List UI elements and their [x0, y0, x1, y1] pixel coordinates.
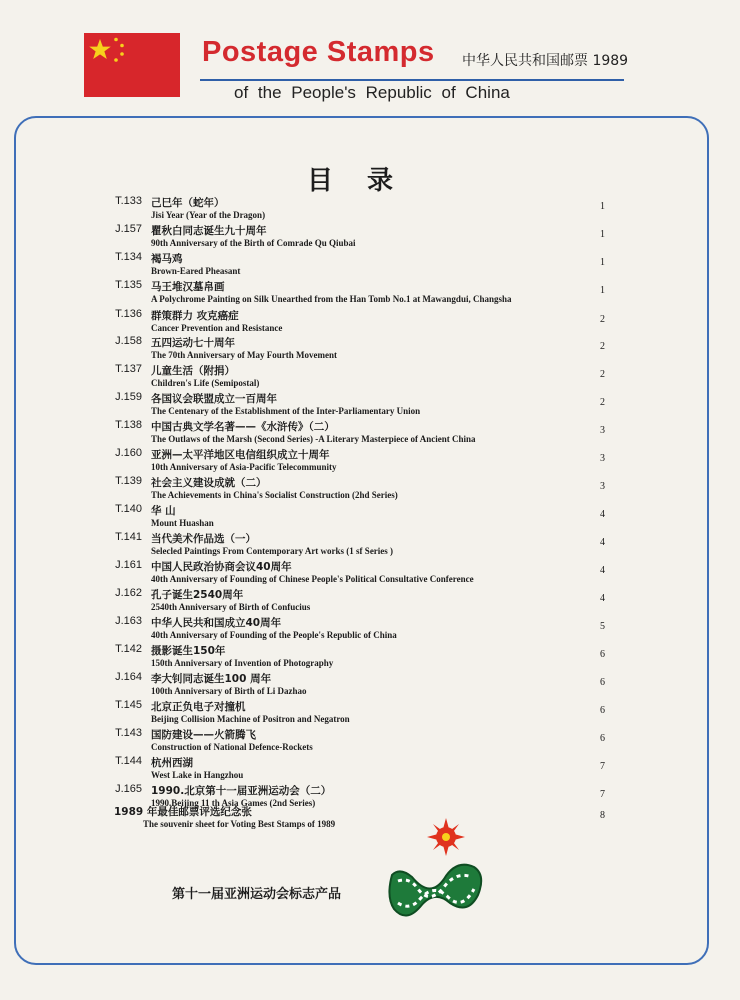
toc-entry-title-cn: 中国人民政治协商会议40周年 — [151, 561, 292, 573]
toc-entry-title-en: 100th Anniversary of Birth of Li Dazhao — [151, 686, 307, 696]
toc-entry-title-cn: 儿童生活（附捐） — [151, 365, 235, 377]
toc-entry-page: 2 — [600, 369, 605, 380]
toc-entry-title-en: Children's Life (Semipostal) — [151, 378, 260, 388]
toc-entry — [0, 251, 740, 279]
toc-entry-code: J.161 — [115, 559, 142, 571]
page-subtitle: of the People's Republic of China — [234, 83, 510, 102]
toc-entry-page: 2 — [600, 314, 605, 325]
toc-entry-code: J.160 — [115, 447, 142, 459]
page-title-chinese: 中华人民共和国邮票 1989 — [462, 53, 629, 69]
toc-entry-code: J.164 — [115, 671, 142, 683]
toc-entry-title-en: Construction of National Defence-Rockets — [151, 742, 313, 752]
toc-entry-title-cn: 杭州西湖 — [151, 757, 193, 769]
toc-entry-title-cn: 群策群力 攻克癌症 — [151, 310, 239, 322]
toc-entry-page: 7 — [600, 761, 605, 772]
toc-entry-code: T.142 — [115, 643, 142, 655]
toc-entry-page: 1 — [600, 257, 605, 268]
toc-entry-title-en: The Achievements in China's Socialist Construction (2hd Series) — [151, 490, 398, 500]
toc-entry-title-en: The souvenir sheet for Voting Best Stamps of 1989 — [143, 819, 336, 829]
toc-entry-page: 4 — [600, 565, 605, 576]
toc-entry-title-en: West Lake in Hangzhou — [151, 770, 244, 780]
toc-entry — [0, 335, 740, 363]
toc-entry-title-en: 90th Anniversary of the Birth of Comrade Qu Qiubai — [151, 238, 356, 248]
toc-entry-code: J.163 — [115, 615, 142, 627]
toc-entry — [0, 419, 740, 447]
toc-entry-title-cn: 中国古典文学名著——《水浒传》（二） — [151, 421, 335, 433]
toc-entry-title-en: Brown-Eared Pheasant — [151, 266, 241, 276]
asian-games-emblem-icon — [382, 815, 492, 930]
toc-entry — [0, 804, 740, 832]
toc-entry-page: 4 — [600, 593, 605, 604]
toc-entry-code: T.143 — [115, 727, 142, 739]
toc-entry-title-en: 1990.Beijing 11 th Asia Games (2nd Series) — [151, 798, 316, 808]
toc-entry — [0, 615, 740, 643]
toc-entry-page: 4 — [600, 537, 605, 548]
toc-heading: 目录 — [307, 166, 428, 196]
toc-entry-page: 6 — [600, 649, 605, 660]
toc-entry-page: 7 — [600, 789, 605, 800]
toc-entry-title-cn: 各国议会联盟成立一百周年 — [151, 393, 277, 405]
toc-entry-code: J.157 — [115, 223, 142, 235]
toc-entry-title-cn: 孔子诞生2540周年 — [151, 589, 244, 601]
toc-entry-title-cn: 褐马鸡 — [151, 253, 183, 265]
toc-entry-code: J.159 — [115, 391, 142, 403]
toc-entry — [0, 559, 740, 587]
toc-entry-code: J.162 — [115, 587, 142, 599]
toc-entry-page: 6 — [600, 733, 605, 744]
toc-entry-page: 3 — [600, 481, 605, 492]
toc-entry-title-cn: 1989 年最佳邮票评选纪念张 — [114, 806, 252, 818]
toc-entry-page: 5 — [600, 621, 605, 632]
toc-entry-title-cn: 瞿秋白同志诞生九十周年 — [151, 225, 267, 237]
toc-entry-code: T.139 — [115, 475, 142, 487]
page-title: Postage Stamps — [202, 36, 435, 68]
toc-entry-code: J.165 — [115, 783, 142, 795]
toc-entry — [0, 755, 740, 783]
toc-entry — [0, 475, 740, 503]
toc-entry-title-cn: 马王堆汉墓帛画 — [151, 281, 225, 293]
toc-entry-page: 1 — [600, 201, 605, 212]
toc-entry-title-en: Cancer Prevention and Resistance — [151, 323, 283, 333]
toc-entry-title-cn: 中华人民共和国成立40周年 — [151, 617, 282, 629]
toc-entry-title-cn: 国防建设——火箭腾飞 — [151, 729, 256, 741]
toc-entry-code: T.136 — [115, 308, 142, 320]
toc-entry-title-cn: 当代美术作品选（一） — [151, 533, 256, 545]
toc-entry-title-cn: 北京正负电子对撞机 — [151, 701, 246, 713]
toc-entry-title-cn: 摄影诞生150年 — [151, 645, 226, 657]
toc-entry — [0, 531, 740, 559]
toc-entry — [0, 643, 740, 671]
toc-entry-title-en: Jisi Year (Year of the Dragon) — [151, 210, 266, 220]
toc-entry-code: T.140 — [115, 503, 142, 515]
toc-entry-page: 2 — [600, 341, 605, 352]
toc-entry — [0, 391, 740, 419]
toc-entry-page: 6 — [600, 705, 605, 716]
toc-entry-code: J.158 — [115, 335, 142, 347]
toc-entry-page: 1 — [600, 285, 605, 296]
toc-entry-code: T.138 — [115, 419, 142, 431]
toc-entry — [0, 727, 740, 755]
toc-entry — [0, 671, 740, 699]
toc-entry-title-cn: 社会主义建设成就（二） — [151, 477, 267, 489]
toc-entry — [0, 308, 740, 336]
toc-entry-page: 6 — [600, 677, 605, 688]
toc-entry-page: 8 — [600, 810, 605, 821]
toc-entry — [0, 363, 740, 391]
toc-entry-title-cn: 华 山 — [151, 505, 176, 517]
toc-entry-title-cn: 己巳年（蛇年） — [151, 197, 225, 209]
toc-entry-code: T.133 — [115, 195, 142, 207]
toc-entry-code: T.134 — [115, 251, 142, 263]
toc-entry-page: 3 — [600, 425, 605, 436]
toc-entry — [0, 447, 740, 475]
toc-entry-title-en: Selecled Paintings From Contemporary Art works (1 sf Series ) — [151, 546, 394, 556]
toc-entry-page: 2 — [600, 397, 605, 408]
toc-entry-code: T.144 — [115, 755, 142, 767]
toc-entry-title-en: The Outlaws of the Marsh (Second Series) -A Literary Masterpiece of Ancient China — [151, 434, 476, 444]
toc-entry-title-en: The 70th Anniversary of May Fourth Movement — [151, 350, 337, 360]
toc-entry-title-en: 40th Anniversary of Founding of Chinese People's Political Consultative Conference — [151, 574, 474, 584]
toc-entry-code: T.141 — [115, 531, 142, 543]
toc-entry-code: T.135 — [115, 279, 142, 291]
toc-entry-title-cn: 五四运动七十周年 — [151, 337, 235, 349]
toc-entry-title-cn: 李大钊同志诞生100 周年 — [151, 673, 272, 685]
toc-entry-page: 4 — [600, 509, 605, 520]
toc-entry-title-en: 40th Anniversary of Founding of the People's Republic of China — [151, 630, 397, 640]
toc-entry-title-en: A Polychrome Painting on Silk Unearthed from the Han Tomb No.1 at Mawangdui, Changsha — [151, 294, 512, 304]
toc-entry — [0, 279, 740, 307]
toc-entry — [0, 223, 740, 251]
toc-entry — [0, 587, 740, 615]
toc-entry-title-en: Beijing Collision Machine of Positron and Negatron — [151, 714, 350, 724]
toc-entry-code: T.137 — [115, 363, 142, 375]
toc-entry — [0, 195, 740, 223]
toc-entry-title-en: Mount Huashan — [151, 518, 214, 528]
toc-entry-title-cn: 亚洲—太平洋地区电信组织成立十周年 — [151, 449, 330, 461]
toc-entry-code: T.145 — [115, 699, 142, 711]
toc-entry — [0, 503, 740, 531]
toc-entry-title-en: The Centenary of the Establishment of the Inter-Parliamentary Union — [151, 406, 421, 416]
toc-entry-page: 3 — [600, 453, 605, 464]
footer-caption: 第十一届亚洲运动会标志产品 — [172, 887, 342, 902]
toc-entry-title-en: 150th Anniversary of Invention of Photography — [151, 658, 334, 668]
toc-entry-page: 1 — [600, 229, 605, 240]
toc-entry-title-en: 2540th Anniversary of Birth of Confucius — [151, 602, 311, 612]
toc-entry — [0, 699, 740, 727]
toc-entry-title-cn: 1990.北京第十一届亚洲运动会（二） — [151, 785, 332, 797]
toc-entry-title-en: 10th Anniversary of Asia-Pacific Telecommunity — [151, 462, 337, 472]
